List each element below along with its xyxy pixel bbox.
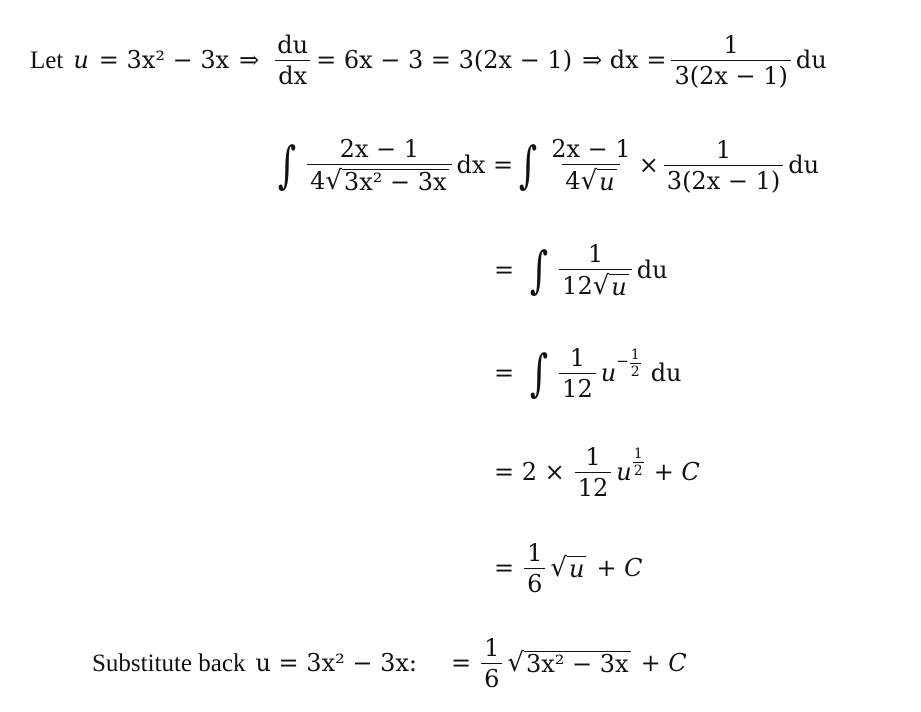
den-coeff: 4 [310,166,326,195]
line-final [92,628,687,698]
radicand: 3x² − 3x [525,650,629,678]
sqrt-u: √ u [592,270,627,301]
integral-sign-4: ∫ [530,344,549,402]
fraction [524,538,545,598]
line-step-6 [494,533,643,603]
fraction-3-den: 3(2x − 1) [664,165,783,193]
implies-arrow: ⇒ [239,46,260,74]
sqrt: √ 3x² − 3x [325,165,447,196]
line-integral-setup [272,130,819,200]
times-sign: × [638,151,659,179]
fraction-3 [664,135,783,195]
fraction [575,442,612,502]
constant: + C [640,649,687,677]
radicand: u [611,272,627,301]
substitution: u = 3x² − 3x: [255,649,417,677]
var-u: u [616,458,632,486]
exp-den: 2 [630,363,640,380]
dx-denominator: dx [275,60,310,88]
fraction [559,239,632,301]
line-step-3 [494,235,668,305]
du-numerator: du [277,30,309,59]
integrand-fraction [307,134,451,196]
du-tail: du [795,46,827,74]
numerator: 1 [569,343,586,372]
sqrt-u: √ u [550,553,585,583]
coeff: 12 [562,271,593,300]
constant: + C [596,554,643,582]
fraction-2-den [562,164,619,194]
du-dx-fraction [274,30,311,90]
exp-num: 1 [633,445,643,462]
du: du [650,359,682,387]
var-u: u [600,359,617,387]
dx-equals: dx = [456,151,514,179]
numerator: 1 [585,442,601,471]
fraction-2-num: 2x − 1 [551,134,631,163]
integral-sign-2: ∫ [519,136,538,194]
dx-expression: ⇒ dx = [582,46,667,74]
radicand-u: u [599,167,615,196]
radicand: u [568,555,585,583]
exponent [632,447,644,478]
equals: = [494,554,515,582]
denominator: 6 [524,568,545,596]
constant: + C [653,458,700,486]
var-u: u [73,46,89,74]
exp-fraction [633,447,644,478]
denominator: 6 [481,663,502,691]
equals: = [494,256,515,284]
exp-num: 1 [630,346,640,363]
integrand-numerator: 2x − 1 [339,134,420,163]
denominator: 12 [575,472,612,500]
coeff: 4 [565,166,581,195]
exponent [616,348,641,379]
radicand: 3x² − 3x [343,167,447,196]
exp-den: 2 [633,462,643,479]
line-step-4 [494,338,682,408]
equals: = [450,649,472,677]
sqrt-u: √ u [580,165,615,196]
fraction [559,343,596,403]
fraction-2 [548,134,633,196]
equals: = [494,359,515,387]
sqrt-final: √ 3x² − 3x [507,648,629,678]
numerator: 1 [527,538,543,567]
numerator: 1 [587,239,604,268]
du: du [636,256,668,284]
derivative-result: = 6x − 3 = 3(2x − 1) [316,46,573,74]
exp-sign: − [616,351,629,370]
numerator: 1 [484,633,500,662]
fraction-3-num: 1 [715,135,732,164]
u-definition: = 3x² − 3x [98,46,230,74]
integral-sign: ∫ [277,136,297,194]
dx-fraction [671,30,790,90]
du: du [788,151,820,179]
exp-fraction [630,348,641,379]
line-substitution [30,30,827,90]
denominator [559,269,632,299]
substitute-label: Substitute back [92,649,246,677]
integrand-denominator [307,164,451,194]
fraction [481,633,502,693]
dx-denominator-expr: 3(2x − 1) [671,60,790,88]
let-label: Let [30,46,64,74]
line-step-5 [494,437,700,507]
integral-sign-3: ∫ [530,241,549,299]
denominator: 12 [559,373,596,401]
dx-numerator: 1 [723,30,739,59]
equals-times: = 2 × [494,458,565,486]
